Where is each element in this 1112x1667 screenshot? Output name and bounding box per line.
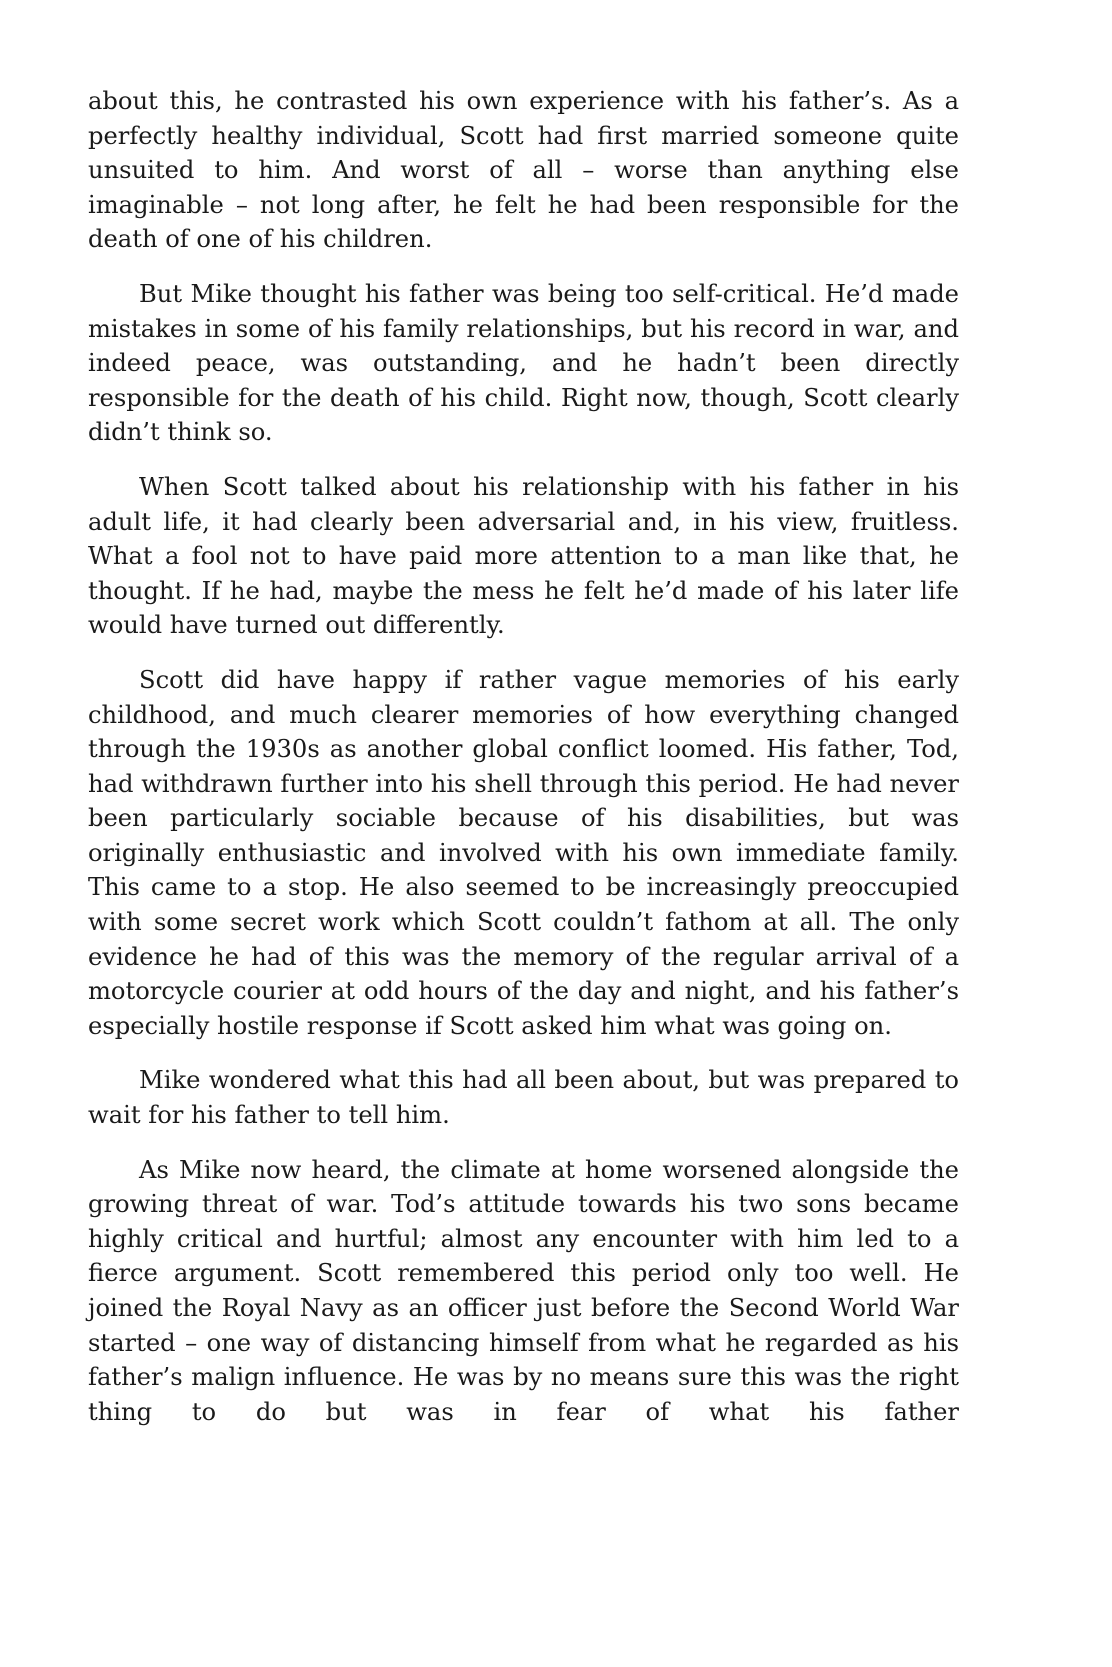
book-page-body: [88, 84, 959, 1429]
paragraph: When Scott talked about his relationship with his father in his adult life, it had clearly been adversarial and, in his view, fruitless. What a fool not to have paid more attention to a man like that, he thought. If he had, maybe the mess he felt he’d made of his later life would have turned out differently.: [88, 472, 959, 640]
paragraph: But Mike thought his father was being too self-critical. He’d made mistakes in some of his family relationships, but his record in war, and indeed peace, was outstanding, and he hadn’t been directly responsible for the death of his child. Right now, though, Scott clearly didn’t think so.: [88, 279, 959, 447]
paragraph-continues-next-page: As Mike now heard, the climate at home worsened alongside the growing threat of war. Tod’s attitude towards his two sons became highly critical and hurtful; almost any encounter with him led to a fierce argument. Scott remembered this period only too well. He joined the Royal Navy as an officer just before the Second World War started – one way of distancing himself from what he regarded as his father’s malign influence. He was by no means sure this was the right thing to do but was in fear of what his father: [88, 1155, 959, 1426]
paragraph: Scott did have happy if rather vague memories of his early childhood, and much clearer memories of how everything changed through the 1930s as another global conflict loomed. His father, Tod, had withdrawn further into his shell through this period. He had never been particularly sociable because of his disabilities, but was originally enthusiastic and involved with his own immediate family. This came to a stop. He also seemed to be increasingly preoccupied with some secret work which Scott couldn’t fathom at all. The only evidence he had of this was the memory of the regular arrival of a motorcycle courier at odd hours of the day and night, and his father’s especially hostile response if Scott asked him what was going on.: [88, 665, 959, 1040]
paragraph-continued: about this, he contrasted his own experience with his father’s. As a perfectly healthy individual, Scott had first married someone quite unsuited to him. And worst of all – worse than anything else imaginable – not long after, he felt he had been responsible for the death of one of his children.: [88, 87, 959, 254]
paragraph: Mike wondered what this had all been about, but was prepared to wait for his father to tell him.: [88, 1066, 959, 1130]
